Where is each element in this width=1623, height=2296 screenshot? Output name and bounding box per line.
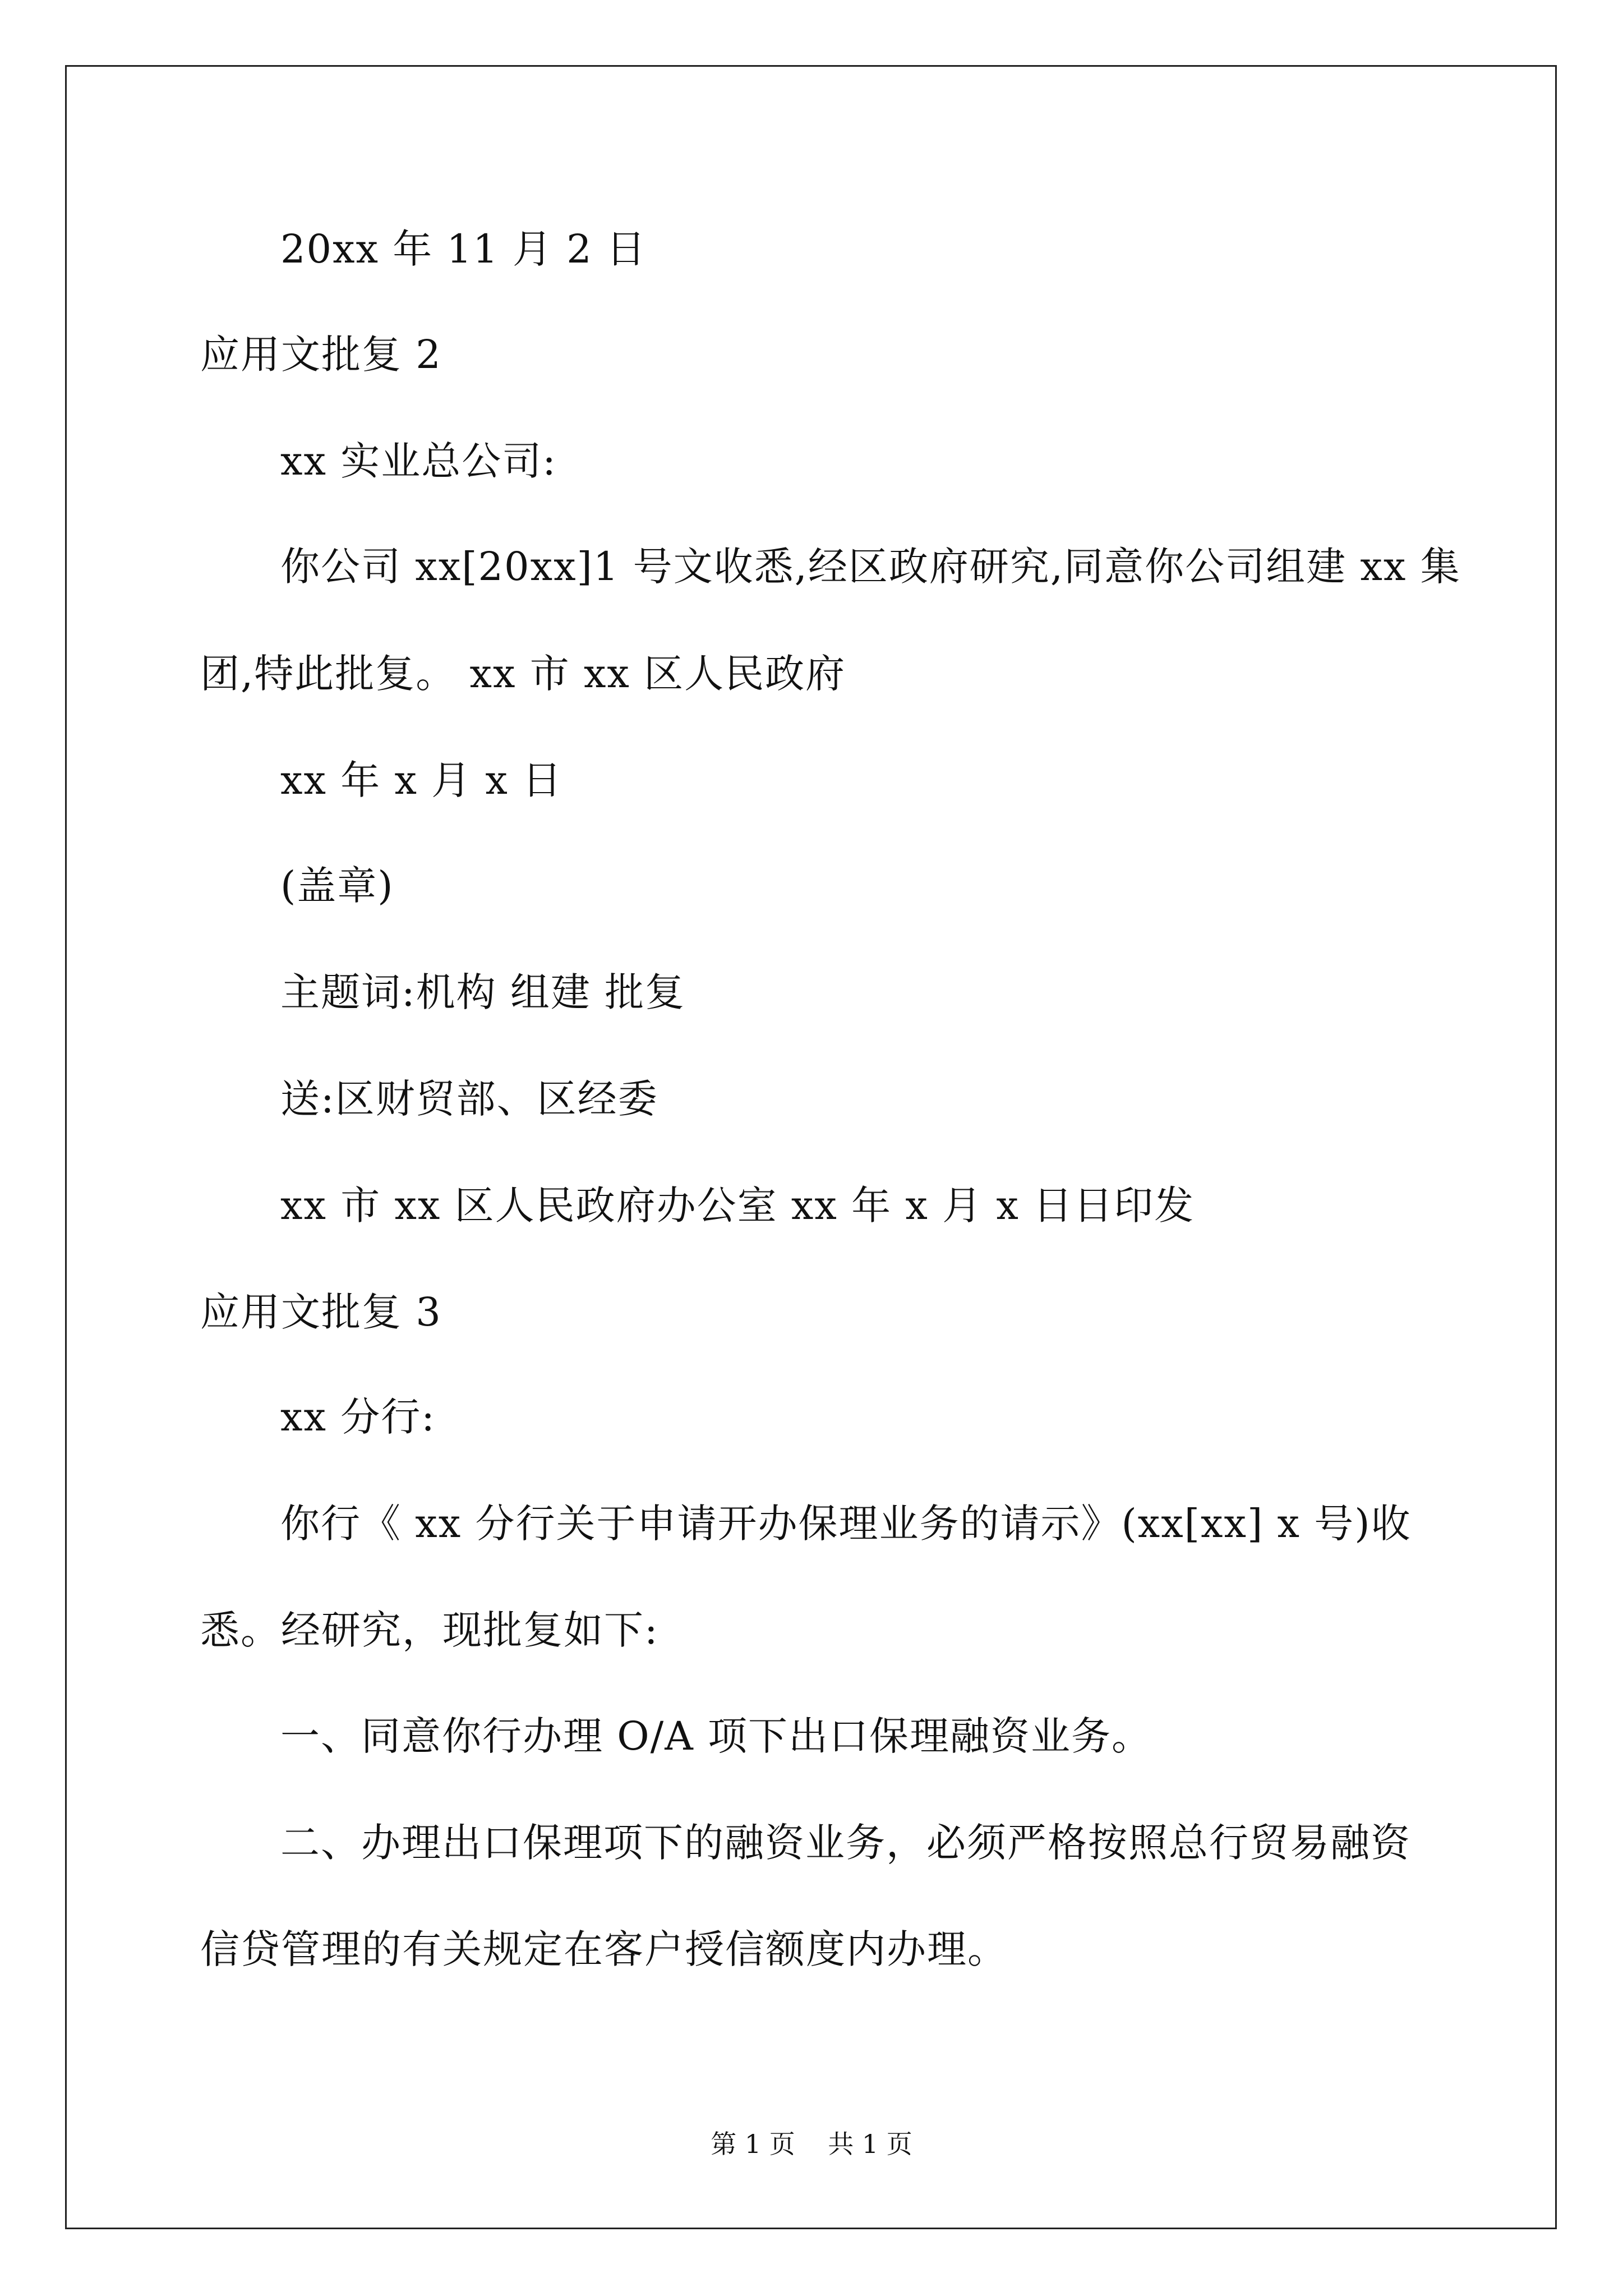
body-paragraph-line: 悉。经研究，现批复如下: [200, 1607, 659, 1653]
addressee-line: xx 分行: [280, 1394, 436, 1440]
body-paragraph-line: 二、办理出口保理项下的融资业务，必须严格按照总行贸易融资 [280, 1820, 1411, 1866]
page-border [65, 65, 1557, 2229]
date-line: 20xx 年 11 月 2 日 [280, 226, 647, 272]
issuer-line: xx 市 xx 区人民政府办公室 xx 年 x 月 x 日日印发 [280, 1182, 1195, 1228]
body-paragraph-line: 你行《 xx 分行关于申请开办保理业务的请示》(xx[xx] x 号)收 [280, 1501, 1412, 1547]
body-paragraph-line: 你公司 xx[20xx]1 号文收悉,经区政府研究,同意你公司组建 xx 集 [280, 544, 1461, 590]
cc-line: 送:区财贸部、区经委 [280, 1076, 658, 1122]
body-paragraph-line: 团,特此批复。 xx 市 xx 区人民政府 [200, 651, 846, 697]
date-line: xx 年 x 月 x 日 [280, 757, 563, 803]
page-number-footer: 第 1 页 共 1 页 [711, 2129, 912, 2159]
addressee-line: xx 实业总公司: [280, 438, 557, 484]
seal-note: (盖章) [280, 863, 394, 909]
body-paragraph-line: 信贷管理的有关规定在客户授信额度内办理。 [200, 1926, 1008, 1972]
section-heading-2: 应用文批复 2 [200, 332, 442, 378]
subject-words-line: 主题词:机构 组建 批复 [280, 969, 686, 1015]
body-paragraph-line: 一、同意你行办理 O/A 项下出口保理融资业务。 [280, 1713, 1152, 1759]
section-heading-3: 应用文批复 3 [200, 1289, 442, 1335]
